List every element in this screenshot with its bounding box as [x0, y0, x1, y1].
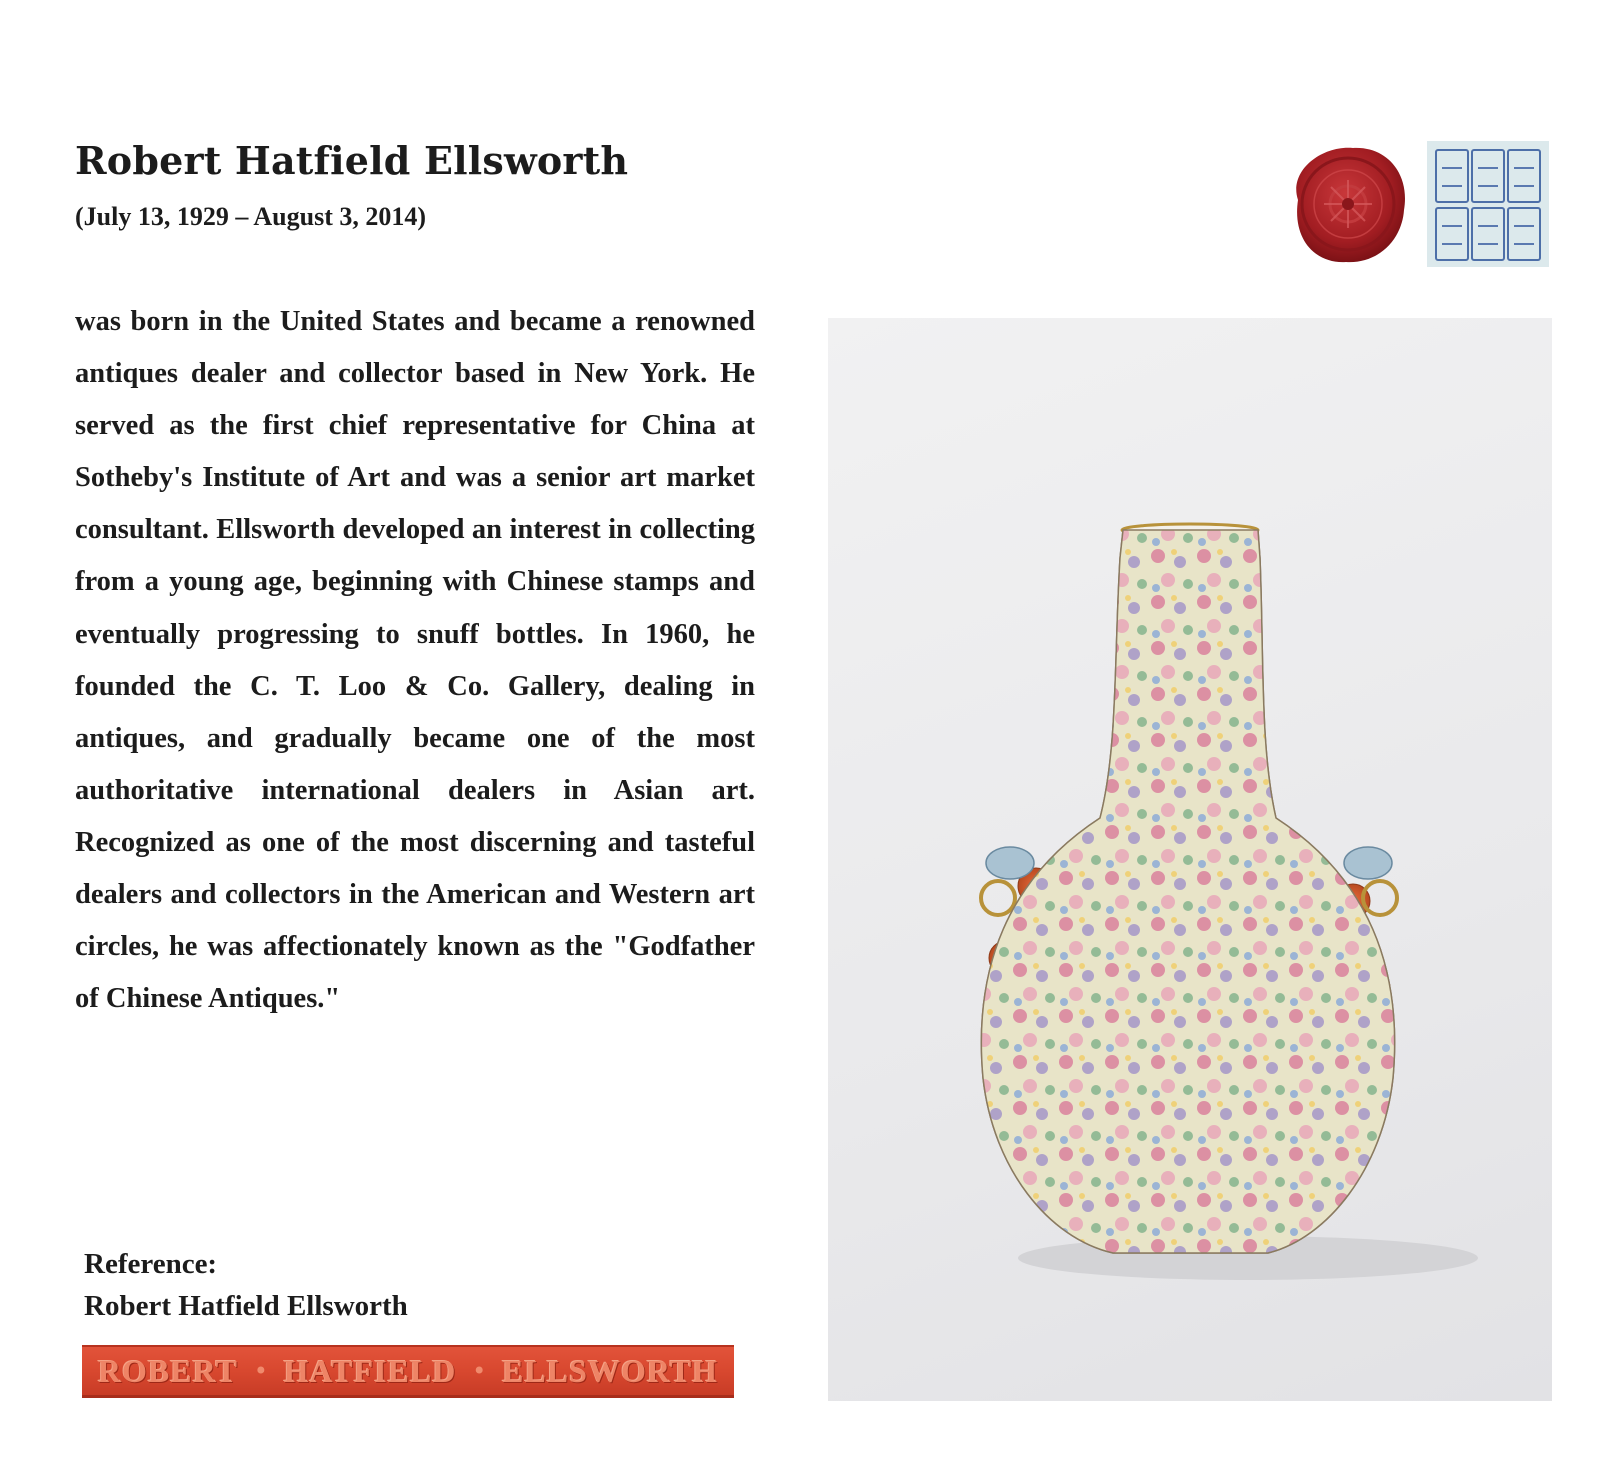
stamp-word-1: ROBERT [97, 1352, 238, 1389]
stamp-separator: • [472, 1357, 487, 1385]
collector-label-stamp [82, 1345, 734, 1398]
stamp-word-2: HATFIELD [283, 1352, 457, 1389]
seal-glyph [1435, 149, 1469, 203]
famille-rose-vase-image [828, 318, 1552, 1401]
biography-text: was born in the United States and became a renowned antiques dealer and collector based in New York. He served as the first chief representative for China at Sotheby's Institute of Art and was a senior art market consultant. Ellsworth developed an interest in collecting from a young age, beginning with Chinese stamps and eventually progressing to snuff bottles. In 1960, he founded the C. T. Loo & Co. Gallery, dealing in antiques, and gradually became one of the most authoritative international dealers in Asian art. Recognized as one of the most discerning and tasteful dealers and collectors in the American and Western art circles, he was affectionately known as the "Godfather of Chinese Antiques." [75, 306, 755, 1015]
reference-label: Reference: [84, 1248, 218, 1280]
red-wax-seal-icon [1278, 140, 1412, 268]
seal-glyph [1435, 207, 1469, 261]
seal-glyph [1471, 149, 1505, 203]
stamp-separator: • [253, 1357, 268, 1385]
seal-glyph [1507, 149, 1541, 203]
seal-glyph [1471, 207, 1505, 261]
seal-glyph [1507, 207, 1541, 261]
page-title: Robert Hatfield Ellsworth [75, 138, 629, 183]
life-dates: (July 13, 1929 – August 3, 2014) [75, 202, 427, 231]
reference-name: Robert Hatfield Ellsworth [84, 1290, 408, 1322]
blue-seal-mark-icon [1427, 141, 1549, 267]
stamp-word-3: ELLSWORTH [502, 1352, 719, 1389]
